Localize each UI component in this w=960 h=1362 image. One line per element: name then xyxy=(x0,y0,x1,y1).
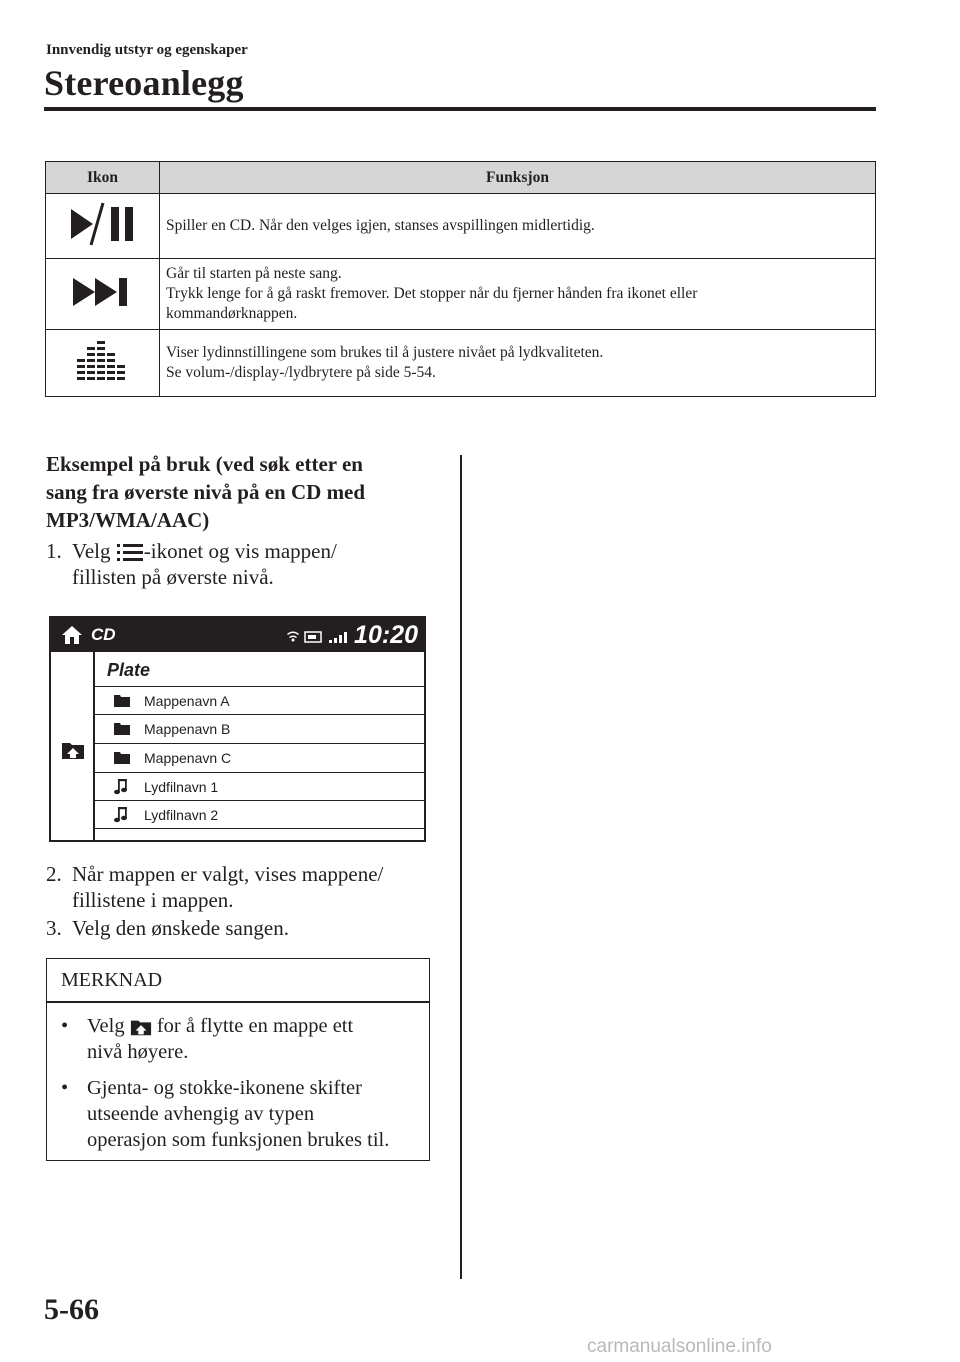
list-item[interactable] xyxy=(95,743,424,772)
step-text xyxy=(72,915,442,941)
list-item[interactable] xyxy=(95,714,424,743)
note-bullet-2 xyxy=(61,1075,421,1155)
sound-level-icon xyxy=(75,337,131,385)
step-text-line: Velg den ønskede sangen. xyxy=(72,916,289,940)
bullet-text-line: operasjon som funksjonen brukes til. xyxy=(87,1129,390,1151)
screen-file-list xyxy=(95,652,424,840)
folder-icon xyxy=(114,750,130,764)
step-2 xyxy=(46,861,446,917)
function-line: Går til starten på neste sang. xyxy=(166,265,342,282)
function-line: Spiller en CD. Når den velges igjen, stanses avspillingen midlertidig. xyxy=(166,217,595,234)
table-header-function: Funksjon xyxy=(160,162,876,194)
step-text-line: fillistene i mappen. xyxy=(72,888,234,912)
step-number: 3. xyxy=(46,916,62,940)
list-title: Plate xyxy=(107,660,151,680)
step-text-line: Når mappen er valgt, vises mappene/ xyxy=(72,862,384,886)
example-heading xyxy=(46,450,446,534)
list-item-label: Mappenavn C xyxy=(144,750,232,766)
list-item-label: Lydfilnavn 1 xyxy=(144,779,219,795)
step-1 xyxy=(46,538,446,594)
function-line: Se volum-/display-/lydbrytere på side 5-54. xyxy=(166,364,436,381)
bullet-dot: • xyxy=(61,1015,69,1037)
folder-icon xyxy=(114,693,130,707)
screen-clock: 10:20 xyxy=(354,621,418,649)
table-cell-icon xyxy=(46,259,160,330)
home-icon xyxy=(61,625,83,645)
list-item-label: Mappenavn B xyxy=(144,721,231,737)
step-number: 2. xyxy=(46,862,62,886)
list-item-label: Lydfilnavn 2 xyxy=(144,807,219,823)
note-heading: MERKNAD xyxy=(61,969,163,991)
play-pause-icon xyxy=(67,201,139,247)
page-title: Stereoanlegg xyxy=(44,63,244,103)
list-item[interactable] xyxy=(95,686,424,715)
bullet-text-part: for å flytte en mappe ett xyxy=(156,1015,354,1037)
list-icon xyxy=(116,542,144,564)
example-heading-line: MP3/WMA/AAC) xyxy=(46,508,210,532)
page-number: 5-66 xyxy=(44,1293,99,1326)
note-bullet-1 xyxy=(61,1013,421,1069)
title-rule xyxy=(44,107,876,111)
list-item-label: Mappenavn A xyxy=(144,693,230,709)
screen-header xyxy=(51,618,424,652)
list-item[interactable] xyxy=(95,800,424,829)
note-divider xyxy=(47,1001,429,1003)
table-cell-icon xyxy=(46,194,160,259)
column-divider xyxy=(460,455,462,1279)
bullet-text-line: utseende avhengig av typen xyxy=(87,1103,315,1125)
list-item-empty xyxy=(95,828,424,841)
step-text-part: -ikonet og vis mappen/ xyxy=(143,539,337,563)
bullet-text-part: Velg xyxy=(87,1015,125,1037)
table-row xyxy=(46,330,876,397)
skip-forward-icon xyxy=(71,272,135,312)
screen-source-label: CD xyxy=(91,625,116,644)
step-text-part: Velg xyxy=(72,539,111,563)
table-cell-icon xyxy=(46,330,160,397)
list-item[interactable] xyxy=(95,772,424,801)
example-heading-line: sang fra øverste nivå på en CD med xyxy=(46,480,366,504)
function-table xyxy=(45,161,876,397)
step-text xyxy=(72,861,442,913)
folder-up-icon[interactable] xyxy=(61,740,85,760)
table-row xyxy=(46,194,876,259)
watermark-link[interactable]: carmanualsonline.info xyxy=(587,1336,772,1357)
table-header-icon: Ikon xyxy=(46,162,160,194)
screen-left-panel xyxy=(51,652,95,840)
table-cell-function xyxy=(160,330,876,397)
table-cell-function xyxy=(160,194,876,259)
table-row xyxy=(46,259,876,330)
section-label: Innvendig utstyr og egenskaper xyxy=(46,42,248,58)
bullet-text xyxy=(87,1013,427,1065)
step-3 xyxy=(46,915,446,945)
step-number: 1. xyxy=(46,539,62,563)
music-note-icon xyxy=(114,779,128,795)
cd-screen-illustration xyxy=(49,616,426,842)
bullet-text-line: Gjenta- og stokke-ikonene skifter xyxy=(87,1077,362,1099)
bullet-text xyxy=(87,1075,427,1153)
function-line: Trykk lenge for å gå raskt fremover. Det stopper når du fjerner hånden fra ikonet eller xyxy=(166,285,698,302)
folder-icon xyxy=(114,721,130,735)
music-note-icon xyxy=(114,807,128,823)
example-heading-line: Eksempel på bruk (ved søk etter en xyxy=(46,452,363,476)
bullet-dot: • xyxy=(61,1077,69,1099)
note-box xyxy=(46,958,430,1161)
folder-up-icon xyxy=(130,1017,152,1037)
function-line: Viser lydinnstillingene som brukes til å justere nivået på lydkvaliteten. xyxy=(166,344,604,361)
bullet-text-line: nivå høyere. xyxy=(87,1041,189,1063)
function-line: kommandørknappen. xyxy=(166,305,298,322)
step-text xyxy=(72,538,442,590)
step-text-line: fillisten på øverste nivå. xyxy=(72,565,274,590)
status-icons xyxy=(285,628,353,644)
table-cell-function xyxy=(160,259,876,330)
